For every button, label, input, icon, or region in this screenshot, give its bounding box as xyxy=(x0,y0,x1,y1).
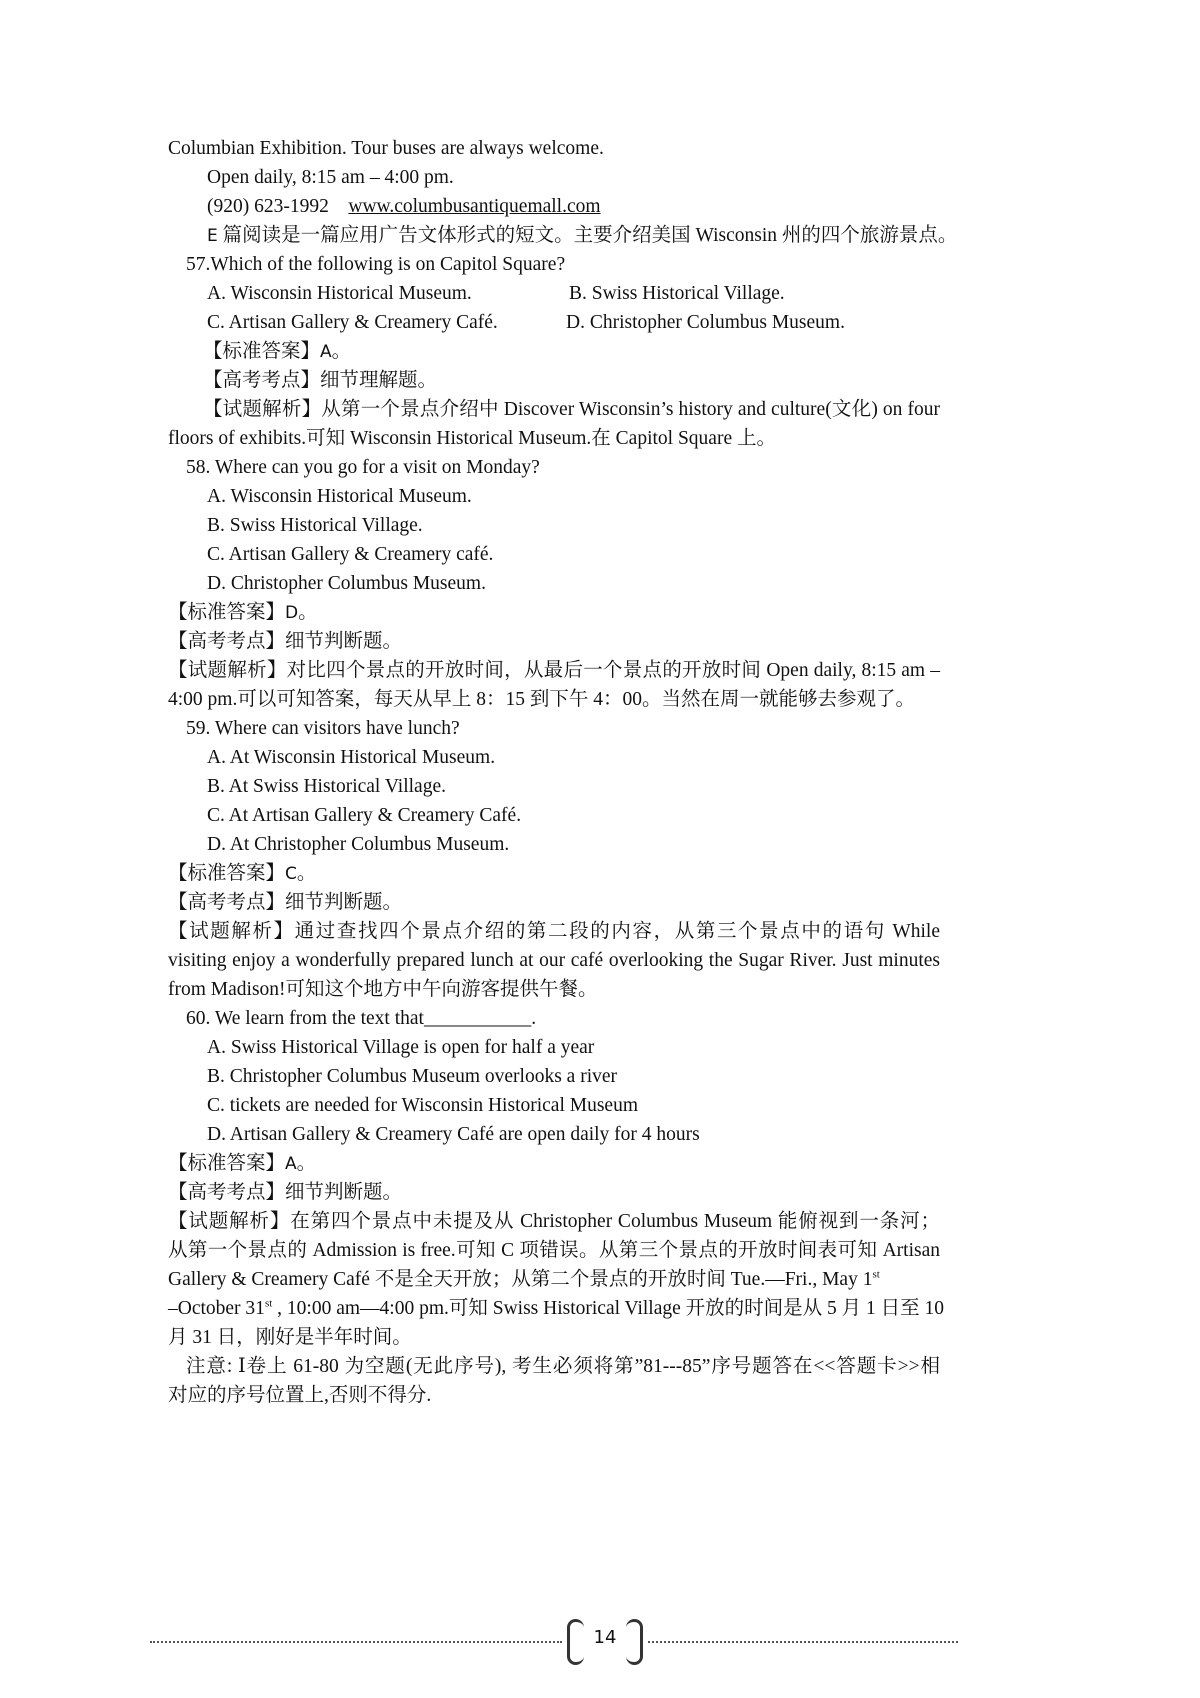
q57-option-d: D. Christopher Columbus Museum. xyxy=(566,312,845,333)
q60-analysis-line-1: 【试题解析】在第四个景点中未提及从 Christopher Columbus Museum 能俯视到一条河； xyxy=(168,1211,940,1232)
notice-line-2: 对应的序号位置上,否则不得分. xyxy=(168,1385,432,1406)
website-link[interactable]: www.columbusantiquemall.com xyxy=(348,196,601,217)
q59-analysis-line-1: 【试题解析】通过查找四个景点介绍的第二段的内容，从第三个景点中的语句 While xyxy=(168,921,940,942)
opening-hours: Open daily, 8:15 am – 4:00 pm. xyxy=(207,167,454,188)
q60-option-d: D. Artisan Gallery & Creamery Café are open daily for 4 hours xyxy=(207,1124,700,1145)
answer-value: C xyxy=(285,864,297,884)
q57-analysis-line-2: floors of exhibits.可知 Wisconsin Historical Museum.在 Capitol Square 上。 xyxy=(168,428,776,449)
answer-value: D xyxy=(285,603,299,623)
answer-value: A xyxy=(285,1154,297,1174)
page-number: 14 xyxy=(593,1627,617,1648)
q59-exam-point: 【高考考点】细节判断题。 xyxy=(168,892,403,913)
passage-note-text: 篇阅读是一篇应用广告文体形式的短文。主要介绍美国 Wisconsin 州的四个旅游景点。 xyxy=(222,225,958,246)
q59-analysis-line-2: visiting enjoy a wonderfully prepared lunch at our café overlooking the Sugar River. Just minutes xyxy=(168,950,940,971)
q58-option-c: C. Artisan Gallery & Creamery café. xyxy=(207,544,494,565)
q57-exam-point: 【高考考点】细节理解题。 xyxy=(203,370,438,391)
phone-number: (920) 623-1992 xyxy=(207,196,329,217)
footer-rule-right xyxy=(648,1641,958,1643)
q60-answer: 【标准答案】A。 xyxy=(168,1153,317,1174)
answer-label: 【标准答案】 xyxy=(168,1153,286,1174)
q58-analysis-line-1: 【试题解析】对比四个景点的开放时间，从最后一个景点的开放时间 Open daily, 8:15 am – xyxy=(168,660,940,681)
q58-option-b: B. Swiss Historical Village. xyxy=(207,515,423,536)
answer-label: 【标准答案】 xyxy=(203,341,321,362)
q58-exam-point: 【高考考点】细节判断题。 xyxy=(168,631,403,652)
q60-option-a: A. Swiss Historical Village is open for half a year xyxy=(207,1037,595,1058)
q58-answer: 【标准答案】D。 xyxy=(168,602,318,623)
q60-option-c: C. tickets are needed for Wisconsin Historical Museum xyxy=(207,1095,638,1116)
notice-line-1: 注意: Ⅰ卷上 61-80 为空题(无此序号), 考生必须将第”81---85”序号题答在<<答题卡>>相 xyxy=(186,1356,940,1377)
intro-line: Columbian Exhibition. Tour buses are always welcome. xyxy=(168,138,604,159)
answer-label: 【标准答案】 xyxy=(168,602,286,623)
q59-answer: 【标准答案】C。 xyxy=(168,863,317,884)
q60-analysis-line-2: 从第一个景点的 Admission is free.可知 C 项错误。从第三个景点的开放时间表可知 Artisan xyxy=(168,1240,940,1261)
q58-option-d: D. Christopher Columbus Museum. xyxy=(207,573,486,594)
q59-option-d: D. At Christopher Columbus Museum. xyxy=(207,834,510,855)
q58-option-a: A. Wisconsin Historical Museum. xyxy=(207,486,472,507)
passage-letter: E xyxy=(207,226,218,246)
q59-option-a: A. At Wisconsin Historical Museum. xyxy=(207,747,496,768)
answer-label: 【标准答案】 xyxy=(168,863,286,884)
answer-value: A xyxy=(320,342,332,362)
question-60: 60. We learn from the text that___________. xyxy=(186,1008,537,1029)
q59-option-b: B. At Swiss Historical Village. xyxy=(207,776,446,797)
q60-analysis-line-3: Gallery & Creamery Café 不是全天开放；从第二个景点的开放时间 Tue.—Fri., May 1st xyxy=(168,1268,880,1290)
q57-option-c: C. Artisan Gallery & Creamery Café. xyxy=(207,312,498,333)
question-58: 58. Where can you go for a visit on Monday? xyxy=(186,457,540,478)
footer-rule-left xyxy=(150,1641,562,1643)
q59-analysis-line-3: from Madison!可知这个地方中午向游客提供午餐。 xyxy=(168,979,598,1000)
passage-note xyxy=(207,222,957,250)
q57-answer: 【标准答案】A。 xyxy=(203,341,352,362)
q58-analysis-line-2: 4:00 pm.可以可知答案，每天从早上 8：15 到下午 4：00。当然在周一就能够去参观了。 xyxy=(168,689,915,710)
q60-exam-point: 【高考考点】细节判断题。 xyxy=(168,1182,403,1203)
q57-option-b: B. Swiss Historical Village. xyxy=(569,283,785,304)
q57-analysis-line-1: 【试题解析】从第一个景点介绍中 Discover Wisconsin’s history and culture(文化) on four xyxy=(203,399,940,420)
q57-option-a: A. Wisconsin Historical Museum. xyxy=(207,283,472,304)
q59-option-c: C. At Artisan Gallery & Creamery Café. xyxy=(207,805,522,826)
question-57: 57.Which of the following is on Capitol Square? xyxy=(186,254,566,275)
q60-analysis-line-5: 月 31 日，刚好是半年时间。 xyxy=(168,1327,412,1348)
page-number-box xyxy=(567,1619,643,1663)
question-59: 59. Where can visitors have lunch? xyxy=(186,718,460,739)
q60-option-b: B. Christopher Columbus Museum overlooks a river xyxy=(207,1066,618,1087)
contact-line xyxy=(207,193,601,221)
q60-analysis-line-4: –October 31st , 10:00 am—4:00 pm.可知 Swiss Historical Village 开放的时间是从 5 月 1 日至 10 xyxy=(168,1297,945,1319)
